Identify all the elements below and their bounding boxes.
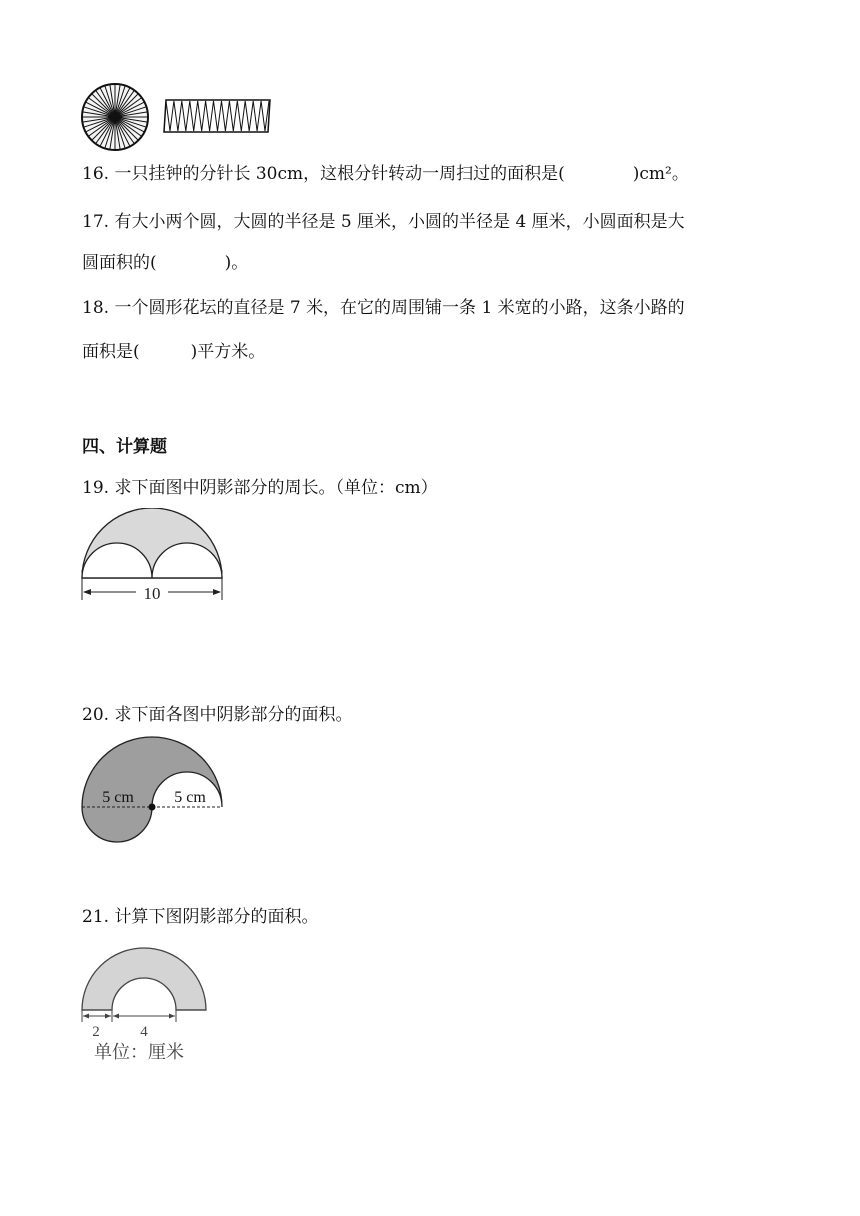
q19-semicircle-figure bbox=[78, 508, 228, 604]
section-title: 四、计算题 bbox=[82, 437, 167, 457]
question-21: 21. 计算下图阴影部分的面积。 bbox=[82, 907, 319, 927]
q20-left-label: 5 cm bbox=[102, 789, 134, 806]
question-20: 20. 求下面各图中阴影部分的面积。 bbox=[82, 705, 353, 725]
q21-dim-b-label: 4 bbox=[140, 1024, 148, 1040]
q21-ring-figure bbox=[78, 944, 213, 1014]
q21-dim-a-label: 2 bbox=[92, 1024, 100, 1040]
circle-sectors-figure bbox=[80, 82, 150, 152]
question-17-line-2: 圆面积的( )。 bbox=[82, 253, 249, 273]
q20-right-label: 5 cm bbox=[174, 789, 206, 806]
question-17-line-1: 17. 有大小两个圆，大圆的半径是 5 厘米，小圆的半径是 4 厘米，小圆面积是大 bbox=[82, 212, 685, 232]
q20-spiral-figure bbox=[78, 733, 228, 845]
question-19: 19. 求下面图中阴影部分的周长。（单位：cm） bbox=[82, 478, 438, 498]
question-16: 16. 一只挂钟的分针长 30cm，这根分针转动一周扫过的面积是( )cm²。 bbox=[82, 164, 689, 184]
rearranged-strip-figure bbox=[162, 98, 274, 136]
question-18-line-1: 18. 一个圆形花坛的直径是 7 米，在它的周围铺一条 1 米宽的小路，这条小路的 bbox=[82, 298, 685, 318]
question-18-line-2: 面积是( )平方米。 bbox=[82, 342, 266, 362]
q21-dimension-figure bbox=[78, 1010, 213, 1040]
q21-unit-label: 单位：厘米 bbox=[94, 1042, 184, 1063]
q19-dimension-label: 10 bbox=[143, 584, 161, 603]
